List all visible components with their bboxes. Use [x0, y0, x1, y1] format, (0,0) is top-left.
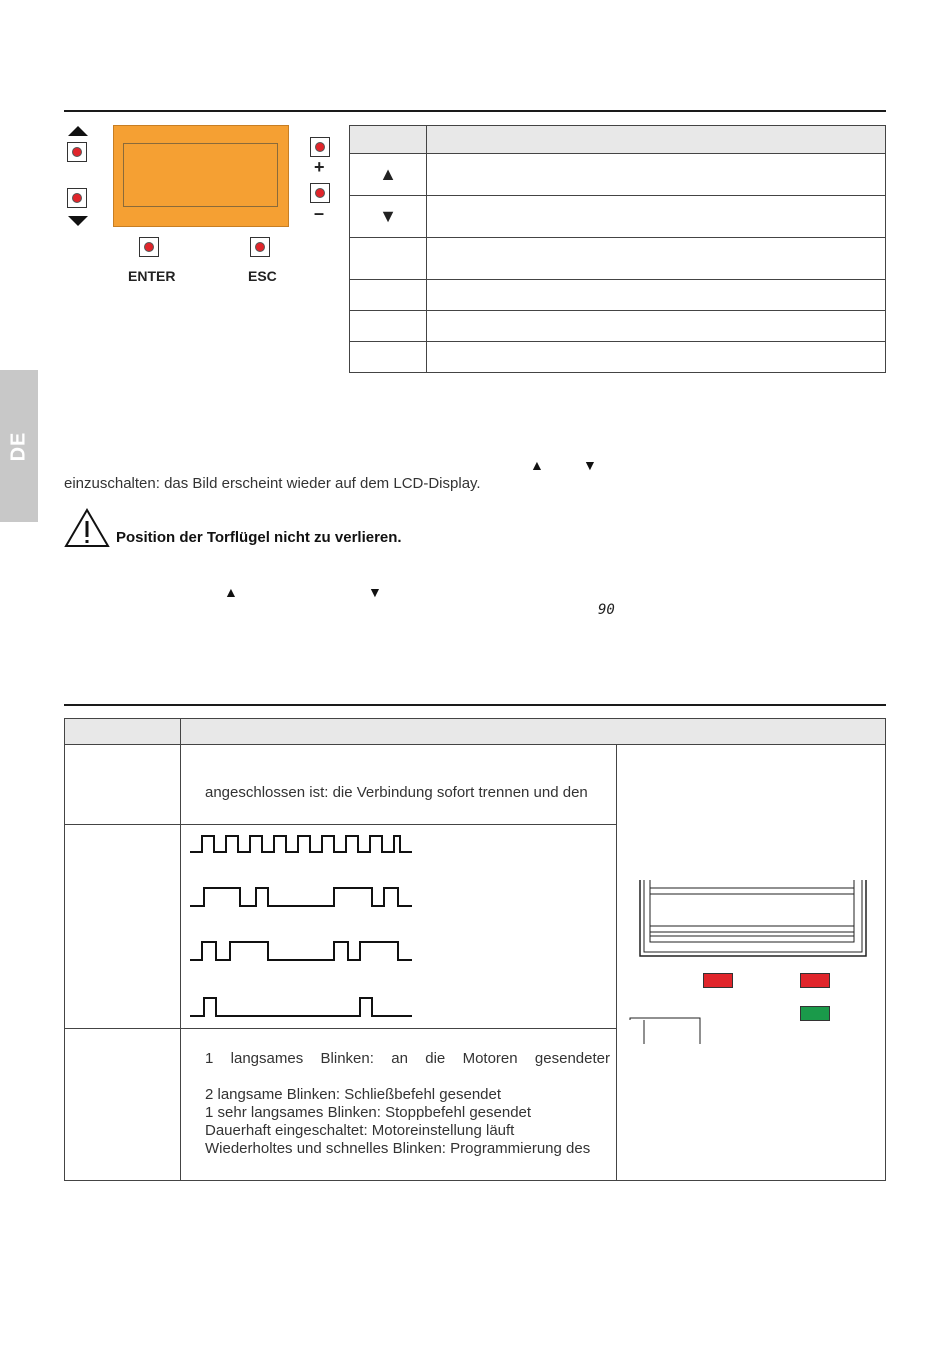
column-divider: [616, 744, 617, 1181]
led-red-right: [800, 973, 830, 988]
lcd-display: [113, 125, 289, 227]
table-cell: [350, 280, 427, 311]
column-divider: [180, 718, 181, 1181]
row3-line3: 1 sehr langsames Blinken: Stoppbefehl gesendet: [205, 1104, 532, 1121]
header-cell: [350, 126, 427, 154]
minus-sign: –: [314, 203, 325, 223]
led-red-left: [703, 973, 733, 988]
language-tab: [0, 370, 38, 522]
table-cell: [427, 196, 886, 238]
led-green: [800, 1006, 830, 1021]
warning-icon: [64, 508, 110, 548]
header-cell: [427, 126, 886, 154]
header-divider: [64, 744, 886, 745]
table-cell: [350, 342, 427, 373]
warning-text: Position der Torflügel nicht zu verlieren.: [116, 529, 402, 546]
table-cell: [427, 154, 886, 196]
down-button[interactable]: [67, 188, 87, 208]
table-header-row: [350, 126, 886, 154]
enter-button[interactable]: [139, 237, 159, 257]
status-table-header: [65, 719, 885, 744]
minus-button[interactable]: [310, 183, 330, 203]
row-divider: [64, 824, 616, 825]
row3-line2: 2 langsame Blinken: Schließbefehl gesendet: [205, 1086, 502, 1103]
blink-pattern-very-slow: [188, 994, 418, 1020]
arrow-up-icon: [68, 126, 88, 136]
esc-label: ESC: [248, 268, 277, 284]
triangle-down-icon: ▼: [583, 457, 597, 473]
blink-pattern-mixed: [188, 938, 418, 964]
lcd-screen: [123, 143, 278, 207]
table-row: [350, 311, 886, 342]
table-cell: [350, 238, 427, 280]
table-row: [350, 196, 886, 238]
esc-button[interactable]: [250, 237, 270, 257]
arrow-down-icon: [68, 216, 88, 226]
table-row: [350, 238, 886, 280]
table-cell: [427, 342, 886, 373]
row3-line4: Dauerhaft eingeschaltet: Motoreinstellung läuft: [205, 1122, 515, 1139]
row1-text: angeschlossen ist: die Verbindung sofort trennen und den: [205, 784, 588, 801]
row3-line5: Wiederholtes und schnelles Blinken: Programmierung des: [205, 1140, 591, 1157]
row-divider: [64, 1028, 616, 1029]
triangle-up-icon: ▲: [224, 584, 238, 600]
plus-button[interactable]: [310, 137, 330, 157]
table-row: [350, 154, 886, 196]
section-rule: [64, 704, 886, 706]
table-cell: [427, 238, 886, 280]
receiver-device-illustration: [628, 878, 872, 1048]
down-key-icon: ▼: [350, 196, 427, 238]
plus-sign: +: [314, 157, 325, 177]
up-button[interactable]: [67, 142, 87, 162]
up-key-icon: ▲: [350, 154, 427, 196]
lcd-value: 90: [598, 602, 615, 618]
table-row: [350, 342, 886, 373]
blink-pattern-two-slow: [188, 884, 418, 910]
blink-pattern-fast: [188, 832, 418, 856]
table-cell: [350, 311, 427, 342]
body-line-lcd: einzuschalten: das Bild erscheint wieder auf dem LCD-Display.: [64, 475, 481, 492]
language-tab-label: DE: [7, 431, 30, 461]
enter-label: ENTER: [128, 268, 176, 284]
triangle-up-icon: ▲: [530, 457, 544, 473]
table-cell: [427, 311, 886, 342]
row3-line1: 1 langsames Blinken: an die Motoren gesendeter: [205, 1050, 610, 1067]
key-function-table: [349, 125, 886, 373]
table-cell: [427, 280, 886, 311]
top-rule: [64, 110, 886, 112]
table-row: [350, 280, 886, 311]
triangle-down-icon: ▼: [368, 584, 382, 600]
